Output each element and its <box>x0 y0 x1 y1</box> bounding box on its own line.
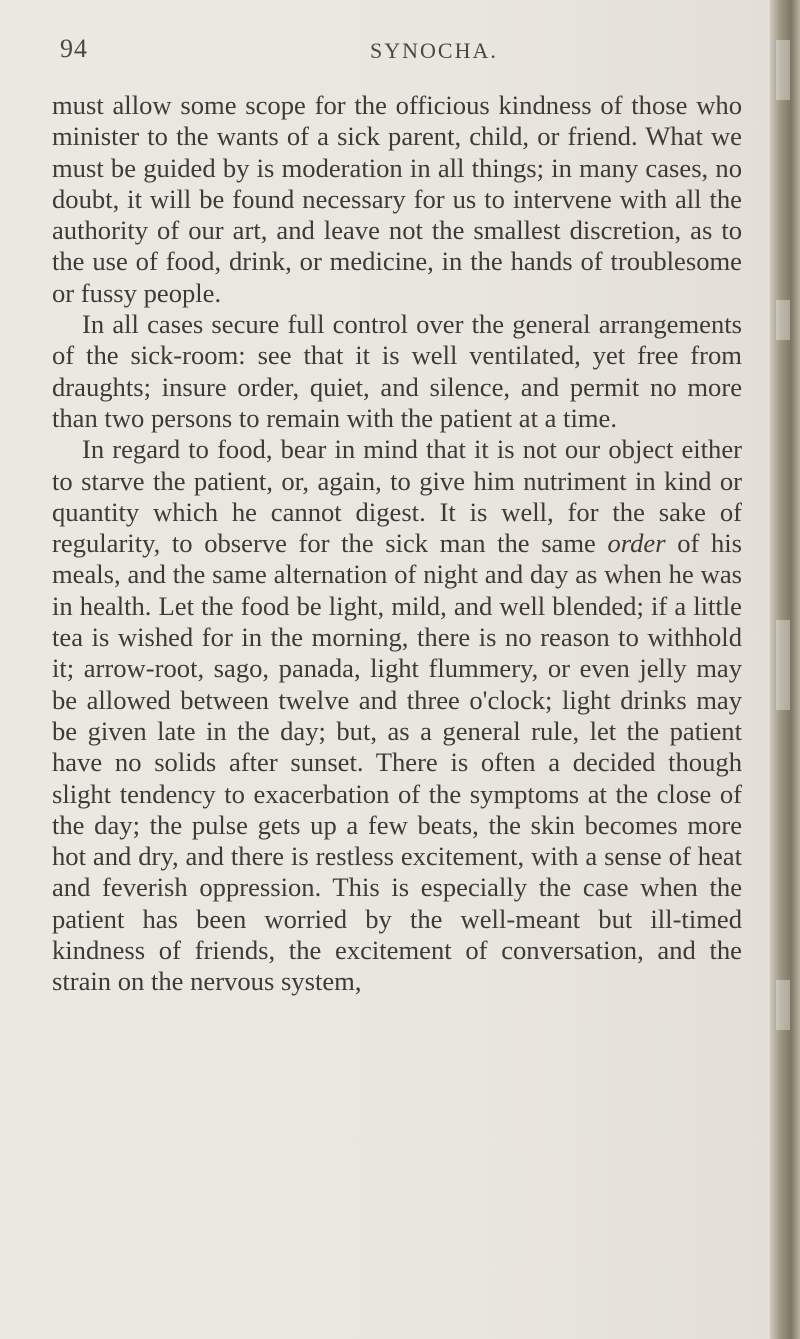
paragraph-food-part-2: of his meals, and the same alternation of night and day as when he was in health. Let the food be light, mild, and well blended; if a little tea is wished for in the morning, there is no reason to withhold it; arrow-root, sago, panada, light flummery, or even jelly may be allowed between twelve and three o'clock; light drinks may be given late in the day; but, as a general rule, let the patient have no solids after sunset. There is often a decided though slight tendency to exacerbation of the symptoms at the close of the day; the pulse gets up a few beats, the skin becomes more hot and dry, and there is restless excitement, with a sense of heat and feverish oppression. This is especially the case when the patient has been worried by the well-meant but ill-timed kindness of friends, the excitement of conversation, and the strain on the nervous system, <box>52 528 742 997</box>
paragraph-continued: must allow some scope for the officious kindness of those who minister to the wants of a sick parent, child, or friend. What we must be guided by is moderation in all things; in many cases, no doubt, it will be found necessary for us to intervene with all the authority of our art, and leave not the smallest discretion, as to the use of food, drink, or medicine, in the hands of troublesome or fussy people. <box>52 90 742 308</box>
page-number: 94 <box>60 34 88 63</box>
paragraph-sick-room: In all cases secure full control over the general arrangements of the sick-room: see that it is well ventilated, yet free from draughts; insure order, quiet, and silence, and permit no more than two persons to remain with the patient at a time. <box>52 309 742 433</box>
emphasis-order: order <box>607 528 666 559</box>
body-text <box>52 90 742 998</box>
paragraph-food <box>52 434 742 997</box>
running-head: SYNOCHA. <box>370 38 498 63</box>
page-header <box>60 28 760 68</box>
page-edge <box>770 0 800 1339</box>
paragraph-food-part-1: In regard to food, bear in mind that it is not our object either to starve the patient, or, again, to give him nutriment in kind or quantity which he cannot digest. It is well, for the sake of regularity, to observe for the sick man the same <box>52 434 742 559</box>
